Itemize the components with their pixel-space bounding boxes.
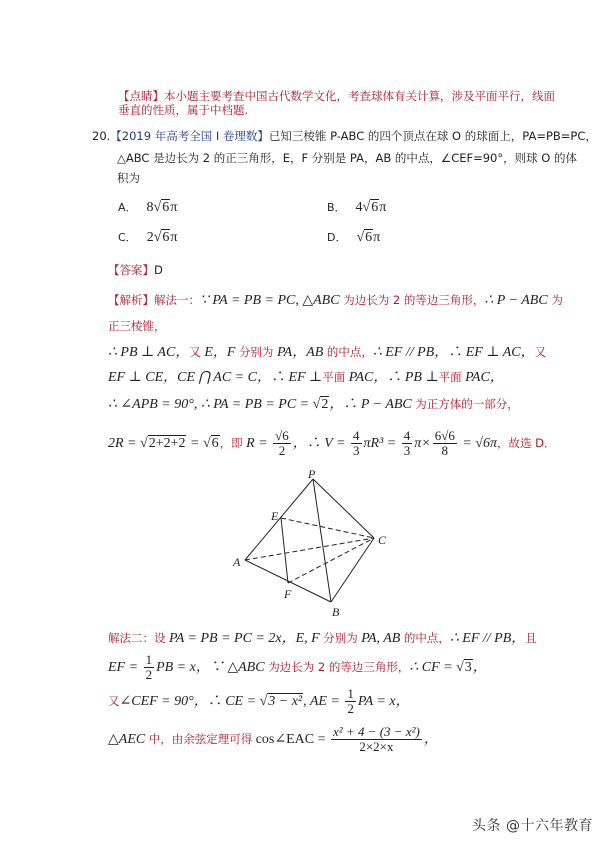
answer-line — [108, 262, 163, 278]
label-c: C — [378, 533, 387, 547]
question-stem-1: 已知三棱锥 P-ABC 的四个顶点在球 O 的球面上，PA=PB=PC， — [268, 129, 597, 143]
question-stem-3: 积为 — [117, 171, 140, 185]
edge-pa — [245, 479, 313, 560]
analysis-m2-line-1: 解法二：设 PA = PB = PC = 2x，E, F 分别为 PA, AB 的中点，∴ EF // PB，且 — [108, 631, 537, 646]
edge-bc — [331, 538, 374, 602]
option-a: A． 8√6π — [118, 200, 178, 215]
option-b: B． 4√6π — [327, 200, 387, 215]
label-b: B — [332, 605, 340, 618]
edge-pc — [313, 479, 374, 538]
label-e: E — [271, 509, 279, 523]
edge-ac-dashed — [245, 538, 374, 560]
analysis-line-1: 【解析】解法一：∵ PA = PB = PC, △ABC 为边长为 2 的等边三角形，∴ P − ABC 为 — [108, 293, 563, 308]
option-a-value: 8√6π — [146, 200, 178, 215]
comment-tag: 【点睛】 — [118, 89, 164, 103]
analysis-line-4: EF ⊥ CE，CE ⋂ AC = C，∴ EF ⊥平面 PAC，∴ PB ⊥平面 PAC， — [108, 370, 504, 385]
question-stem-2: △ABC 是边长为 2 的正三角形，E，F 分别是 PA，AB 的中点，∠CEF=90°，则球 O 的体 — [117, 151, 577, 165]
edge-fc-dashed — [288, 538, 374, 583]
analysis-line-5: ∴ ∠APB = 90°, ∴ PA = PB = PC = √2，∴ P − ABC 为正方体的一部分， — [108, 397, 519, 412]
edge-pb — [313, 479, 331, 602]
edge-ec-dashed — [281, 518, 374, 538]
tetrahedron-figure — [230, 468, 410, 618]
option-c: C． 2√6π — [118, 230, 178, 245]
comment-line-1: 【点睛】本小题主要考查中国古代数学文化，考查球体有关计算，涉及平面平行，线面 — [118, 89, 555, 103]
option-b-value: 4√6π — [355, 200, 387, 215]
analysis-tag: 【解析】 — [108, 293, 154, 307]
analysis-line-3: ∴ PB ⊥ AC，又 E，F 分别为 PA，AB 的中点，∴ EF // PB，∴ EF ⊥ AC，又 — [108, 345, 547, 360]
edge-ef — [281, 518, 288, 583]
option-c-value: 2√6π — [146, 230, 178, 245]
question-number: 20. — [92, 129, 111, 143]
answer-tag: 【答案】 — [108, 263, 154, 277]
option-d-value: √6π — [356, 230, 381, 245]
question-line-3 — [117, 170, 140, 186]
analysis-line-6: 2R = √2+2+2 = √6，即 R = $\frac{√6}{2}$ ，∴ V = $\frac{4}{3}$ πR³ = $\frac{4}{3}$ π× $\frac{6√6}{8}$ = √6π，故选 D． — [108, 428, 556, 458]
analysis-m2-line-3: 又∠CEF = 90°，∴ CE = √3 − x², AE = $\frac{1}{2}$ PA = x， — [108, 686, 410, 716]
label-f: F — [284, 587, 292, 601]
option-d: D． √6π — [327, 230, 381, 245]
question-source: 【2019 年高考全国 I 卷理数】 — [110, 129, 269, 143]
analysis-m2-line-4: △AEC 中，由余弦定理可得 cos∠EAC = $\frac{\text{x² + 4 − (3 − x²)}}{2\times 2\times x}$ ， — [108, 724, 438, 754]
label-p: P — [308, 468, 316, 481]
question-line-1 — [92, 128, 597, 144]
watermark: 头条 @十六年教育 — [472, 818, 593, 834]
comment-line-2: 垂直的性质，属于中档题. — [118, 103, 249, 117]
label-a: A — [233, 555, 241, 569]
question-line-2 — [117, 150, 577, 166]
analysis-line-2: 正三棱锥， — [108, 319, 166, 333]
answer-value: D — [154, 263, 163, 277]
analysis-m2-line-2: EF = $\frac{1}{2}$ PB = x，∵ △ABC 为边长为 2 的等边三角形，∴ CF = √3， — [108, 652, 487, 682]
